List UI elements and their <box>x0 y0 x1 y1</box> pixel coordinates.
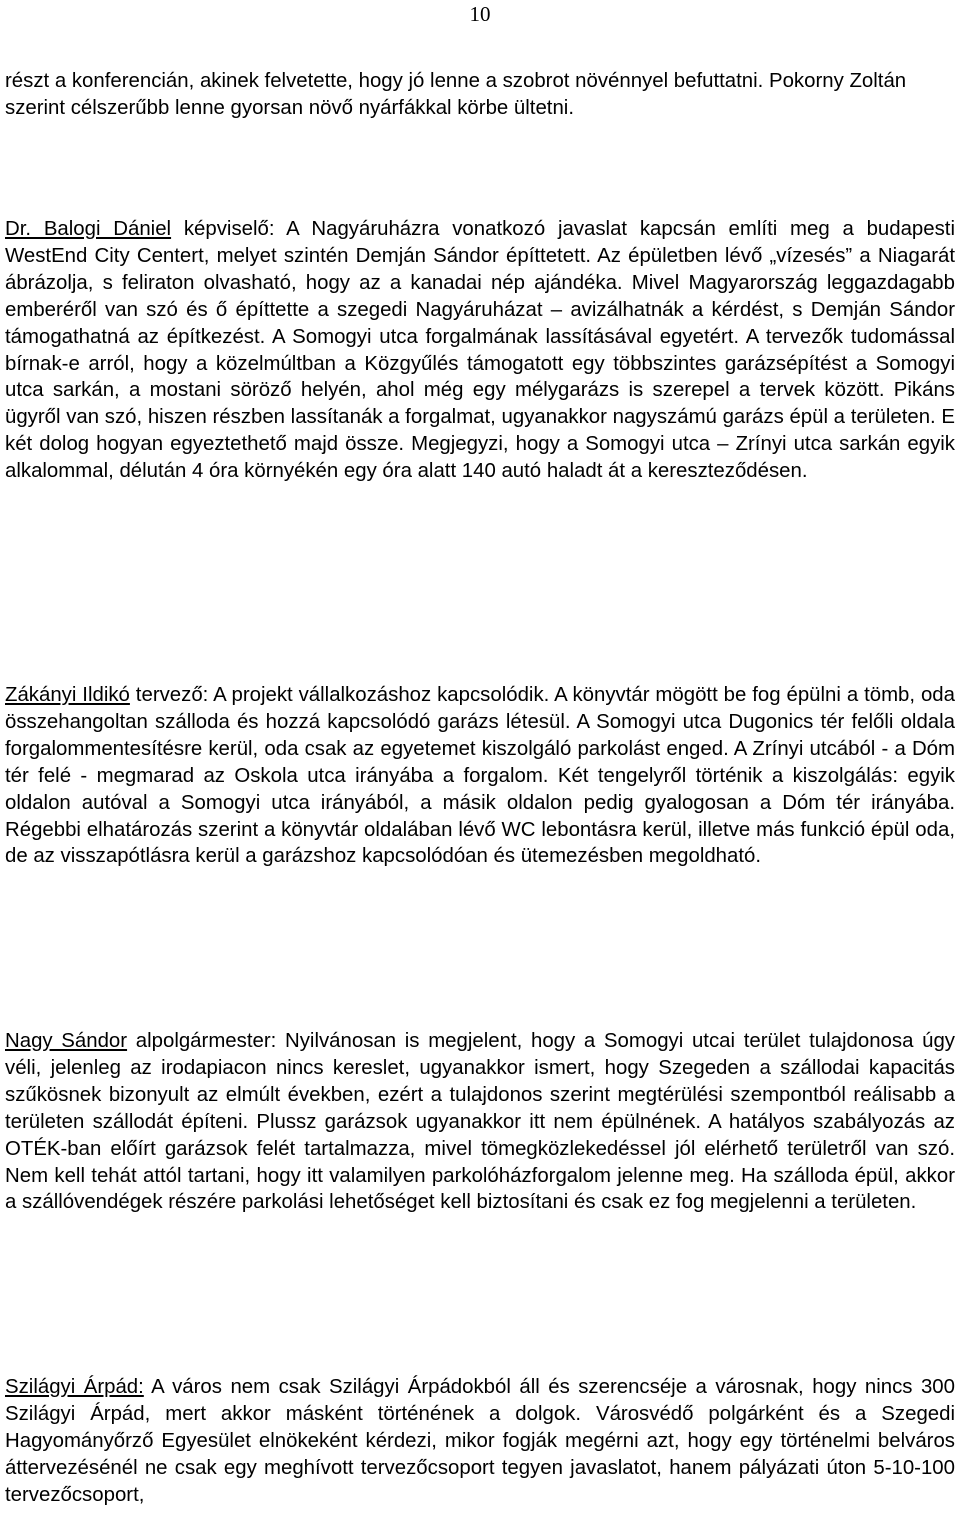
paragraph-nagy <box>5 1028 955 1216</box>
paragraph-balogi <box>5 216 955 485</box>
paragraph-szilagyi <box>5 1374 955 1509</box>
paragraph-continuation <box>5 68 955 122</box>
speaker-name: Dr. Balogi Dániel <box>5 218 172 240</box>
paragraph-zakanyi <box>5 682 955 870</box>
paragraph-text: tervező: A projekt vállalkozáshoz kapcsolódik. A könyvtár mögött be fog épülni a tömb, oda összehangoltan szálloda és hozzá kapcsolódó garázs létesül. A Somogyi utca Dugonics tér felőli oldala forgalommentesítésre kerül, oda csak az egyetemet kiszolgáló parkolást enged. A Zrínyi utcából - a Dóm tér felé - megmarad az Oskola utca irányába a forgalom. Két tengelyről történik a kiszolgálás: egyik oldalon autóval a Somogyi utca irányából, a másik oldalon pedig gyalogosan a Dóm tér irányába. Régebbi elhatározás szerint a könyvtár oldalában lévő WC lebontásra kerül, illetve más funkció épül oda, de az visszapótlásra kerül a garázshoz kapcsolódóan és ütemezésben megoldható. <box>5 684 955 868</box>
speaker-name: Zákányi Ildikó <box>5 684 130 706</box>
speaker-name: Nagy Sándor <box>5 1030 128 1052</box>
page-number: 10 <box>469 2 491 26</box>
paragraph-text: A város nem csak Szilágyi Árpádokból áll és szerencséje a városnak, hogy nincs 300 Szilágyi Árpád, mert akkor másként történének a dolgok. Városvédő polgárként és a Szegedi Hagyományőrző Egyesület elnökeként kérdezi, mikor fogják megérni azt, hogy egy történelmi belváros áttervezésénél ne csak egy meghívott tervezőcsoport tegyen javaslatot, hanem pályázati úton 5-10-100 tervezőcsoport, <box>5 1376 955 1506</box>
paragraph-text: részt a konferencián, akinek felvetette, hogy jó lenne a szobrot növénnyel befuttatni. Pokorny Zoltán szerint célszerűbb lenne gyorsan növő nyárfákkal körbe ültetni. <box>5 70 907 119</box>
paragraph-text: alpolgármester: Nyilvánosan is megjelent, hogy a Somogyi utcai terület tulajdonosa úgy véli, jelenleg az irodapiacon nincs kereslet, ugyanakkor ismert, hogy Szegeden a szállodai kapacitás szűkösnek bizonyult az elmúlt években, ezért a tulajdonos szerint megtérülési szempontból reálisabb a területen szállodát építeni. Plussz garázsok ugyanakkor itt nem épülnének. A hatályos szabályozás az OTÉK-ban előírt garázsok felét tartalmazza, mivel tömegközlekedéssel jól elérhető területről van szó. Nem kell tehát attól tartani, hogy itt valamilyen parkolóházforgalom jelenne meg. Ha szálloda épül, akkor a szállóvendégek részére parkolási lehetőséget kell biztosítani és csak ez fog megjelenni a területen. <box>5 1030 955 1214</box>
speaker-name: Szilágyi Árpád: <box>5 1376 144 1398</box>
paragraph-text: képviselő: A Nagyáruházra vonatkozó javaslat kapcsán említi meg a budapesti WestEnd City Centert, melyet szintén Demján Sándor építtetett. Az épületben lévő „vízesés” a Niagarát ábrázolja, s feliraton olvasható, hogy az a kanadai nép ajándéka. Mivel Magyarország leggazdagabb emberéről van szó és ő építtette a szegedi Nagyáruházat – avizálhatnák a kérdést, s Demján Sándor támogathatná az építkezést. A Somogyi utca forgalmának lassításával egyetért. A tervezők tudomással bírnak-e arról, hogy a közelmúltban a Közgyűlés támogatott egy többszintes garázsépítést a Somogyi utca sarkán, a mostani söröző helyén, ahol még egy mélygarázs is szerepel a tervek között. Pikáns ügyről van szó, hiszen részben lassítanák a forgalmat, ugyanakkor nagyszámú garázs épül a területen. E két dolog hogyan egyeztethető majd össze. Megjegyzi, hogy a Somogyi utca – Zrínyi utca sarkán egyik alkalommal, délután 4 óra környékén egy óra alatt 140 autó haladt át a kereszteződésen. <box>5 218 955 483</box>
